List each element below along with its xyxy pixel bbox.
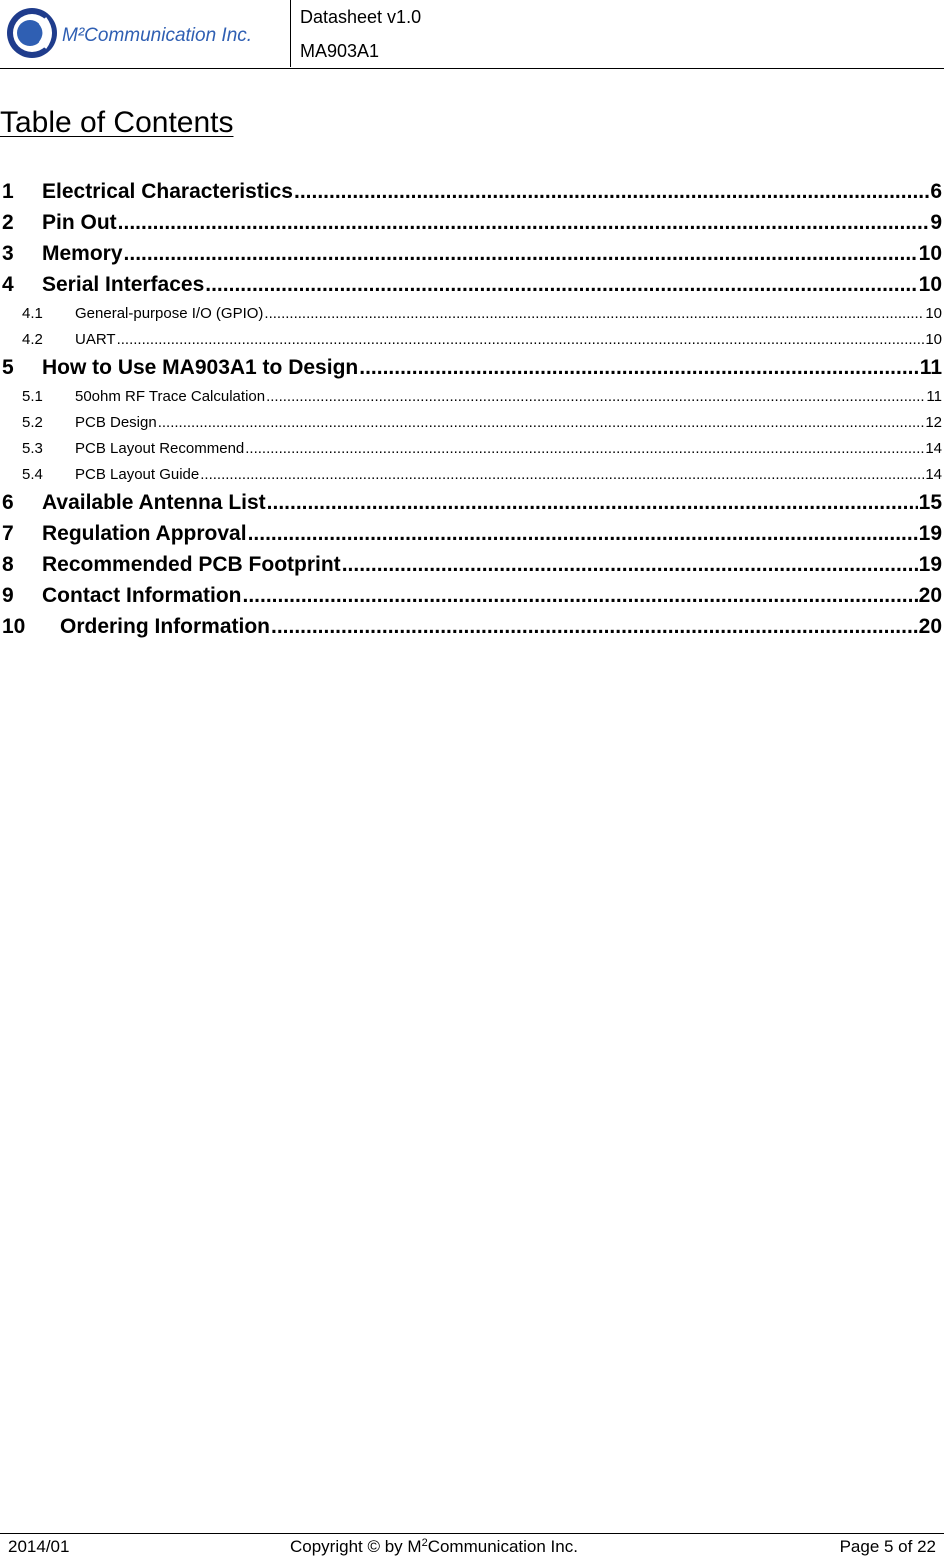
company-logo (0, 0, 291, 67)
toc-leader (271, 615, 918, 639)
toc-subentry[interactable] (0, 461, 942, 487)
toc-number: 10 (2, 614, 26, 638)
toc-label: General-purpose I/O (GPIO) (75, 304, 264, 322)
toc-leader (264, 305, 924, 322)
toc-label: Memory (42, 241, 123, 265)
toc-number: 7 (2, 521, 14, 545)
toc-entry[interactable] (0, 518, 942, 549)
toc-leader (118, 211, 930, 235)
toc-number: 5.2 (22, 413, 43, 431)
toc-leader (200, 466, 924, 483)
toc-leader (294, 180, 929, 204)
copyright-suffix: Communication Inc. (427, 1537, 578, 1556)
toc-leader (248, 522, 918, 546)
toc-leader (205, 273, 917, 297)
toc-label: PCB Design (75, 413, 157, 431)
toc-label: Available Antenna List (42, 490, 266, 514)
footer-page-number: Page 5 of 22 (839, 1537, 936, 1556)
table-of-contents (0, 176, 944, 642)
toc-leader (267, 491, 918, 515)
footer-date: 2014/01 (8, 1537, 70, 1556)
toc-subentry[interactable] (0, 383, 942, 409)
toc-leader (245, 440, 924, 457)
toc-number: 5.3 (22, 439, 43, 457)
toc-label: Ordering Information (60, 614, 270, 638)
toc-page: 19 (918, 521, 942, 545)
toc-number: 9 (2, 583, 14, 607)
toc-number: 2 (2, 210, 14, 234)
toc-page: 19 (918, 552, 942, 576)
toc-label: How to Use MA903A1 to Design (42, 355, 359, 379)
toc-number: 4.2 (22, 330, 43, 348)
footer-copyright (290, 1536, 578, 1558)
toc-leader (158, 414, 925, 431)
toc-number: 1 (2, 179, 14, 203)
toc-page: 10 (925, 304, 942, 322)
toc-number: 5 (2, 355, 14, 379)
toc-entry[interactable] (0, 611, 942, 642)
toc-label: Regulation Approval (42, 521, 247, 545)
toc-page: 10 (918, 241, 942, 265)
company-logo-mark (4, 4, 284, 62)
toc-label: Recommended PCB Footprint (42, 552, 341, 576)
toc-leader (243, 584, 918, 608)
toc-label: PCB Layout Recommend (75, 439, 245, 457)
toc-page: 6 (930, 179, 942, 203)
toc-subentry[interactable] (0, 435, 942, 461)
toc-label: PCB Layout Guide (75, 465, 200, 483)
toc-label: Pin Out (42, 210, 117, 234)
toc-label: Serial Interfaces (42, 272, 205, 296)
toc-entry[interactable] (0, 580, 942, 611)
toc-number: 8 (2, 552, 14, 576)
toc-leader (359, 356, 919, 380)
toc-leader (117, 331, 925, 348)
toc-subentry[interactable] (0, 326, 942, 352)
toc-number: 5.4 (22, 465, 43, 483)
toc-page: 20 (918, 614, 942, 638)
toc-number: 3 (2, 241, 14, 265)
toc-label: 50ohm RF Trace Calculation (75, 387, 266, 405)
page-header (0, 0, 944, 69)
toc-number: 5.1 (22, 387, 43, 405)
toc-leader (124, 242, 918, 266)
page-footer (0, 1533, 944, 1559)
toc-page: 15 (918, 490, 942, 514)
toc-page: 12 (925, 413, 942, 431)
toc-number: 4 (2, 272, 14, 296)
toc-page: 9 (930, 210, 942, 234)
toc-entry[interactable] (0, 487, 942, 518)
copyright-superscript: 2 (421, 1537, 428, 1549)
toc-page: 10 (925, 330, 942, 348)
toc-label: UART (75, 330, 116, 348)
toc-number: 6 (2, 490, 14, 514)
toc-page: 14 (925, 439, 942, 457)
toc-entry[interactable] (0, 176, 942, 207)
toc-label: Contact Information (42, 583, 242, 607)
toc-entry[interactable] (0, 549, 942, 580)
toc-entry[interactable] (0, 269, 942, 300)
toc-heading: Table of Contents (0, 106, 234, 139)
doc-title: Datasheet v1.0 (300, 7, 422, 27)
toc-entry[interactable] (0, 207, 942, 238)
doc-model: MA903A1 (300, 41, 380, 61)
toc-page: 10 (918, 272, 942, 296)
toc-entry[interactable] (0, 352, 942, 383)
svg-text:M²Communication Inc.: M²Communication Inc. (62, 25, 253, 46)
toc-subentry[interactable] (0, 300, 942, 326)
copyright-prefix: Copyright © by M (290, 1537, 422, 1556)
toc-entry[interactable] (0, 238, 942, 269)
toc-page: 11 (919, 355, 942, 379)
toc-page: 11 (926, 387, 942, 405)
toc-label: Electrical Characteristics (42, 179, 293, 203)
toc-page: 20 (918, 583, 942, 607)
toc-subentry[interactable] (0, 409, 942, 435)
toc-leader (342, 553, 918, 577)
toc-number: 4.1 (22, 304, 43, 322)
toc-page: 14 (925, 465, 942, 483)
toc-leader (266, 388, 925, 405)
